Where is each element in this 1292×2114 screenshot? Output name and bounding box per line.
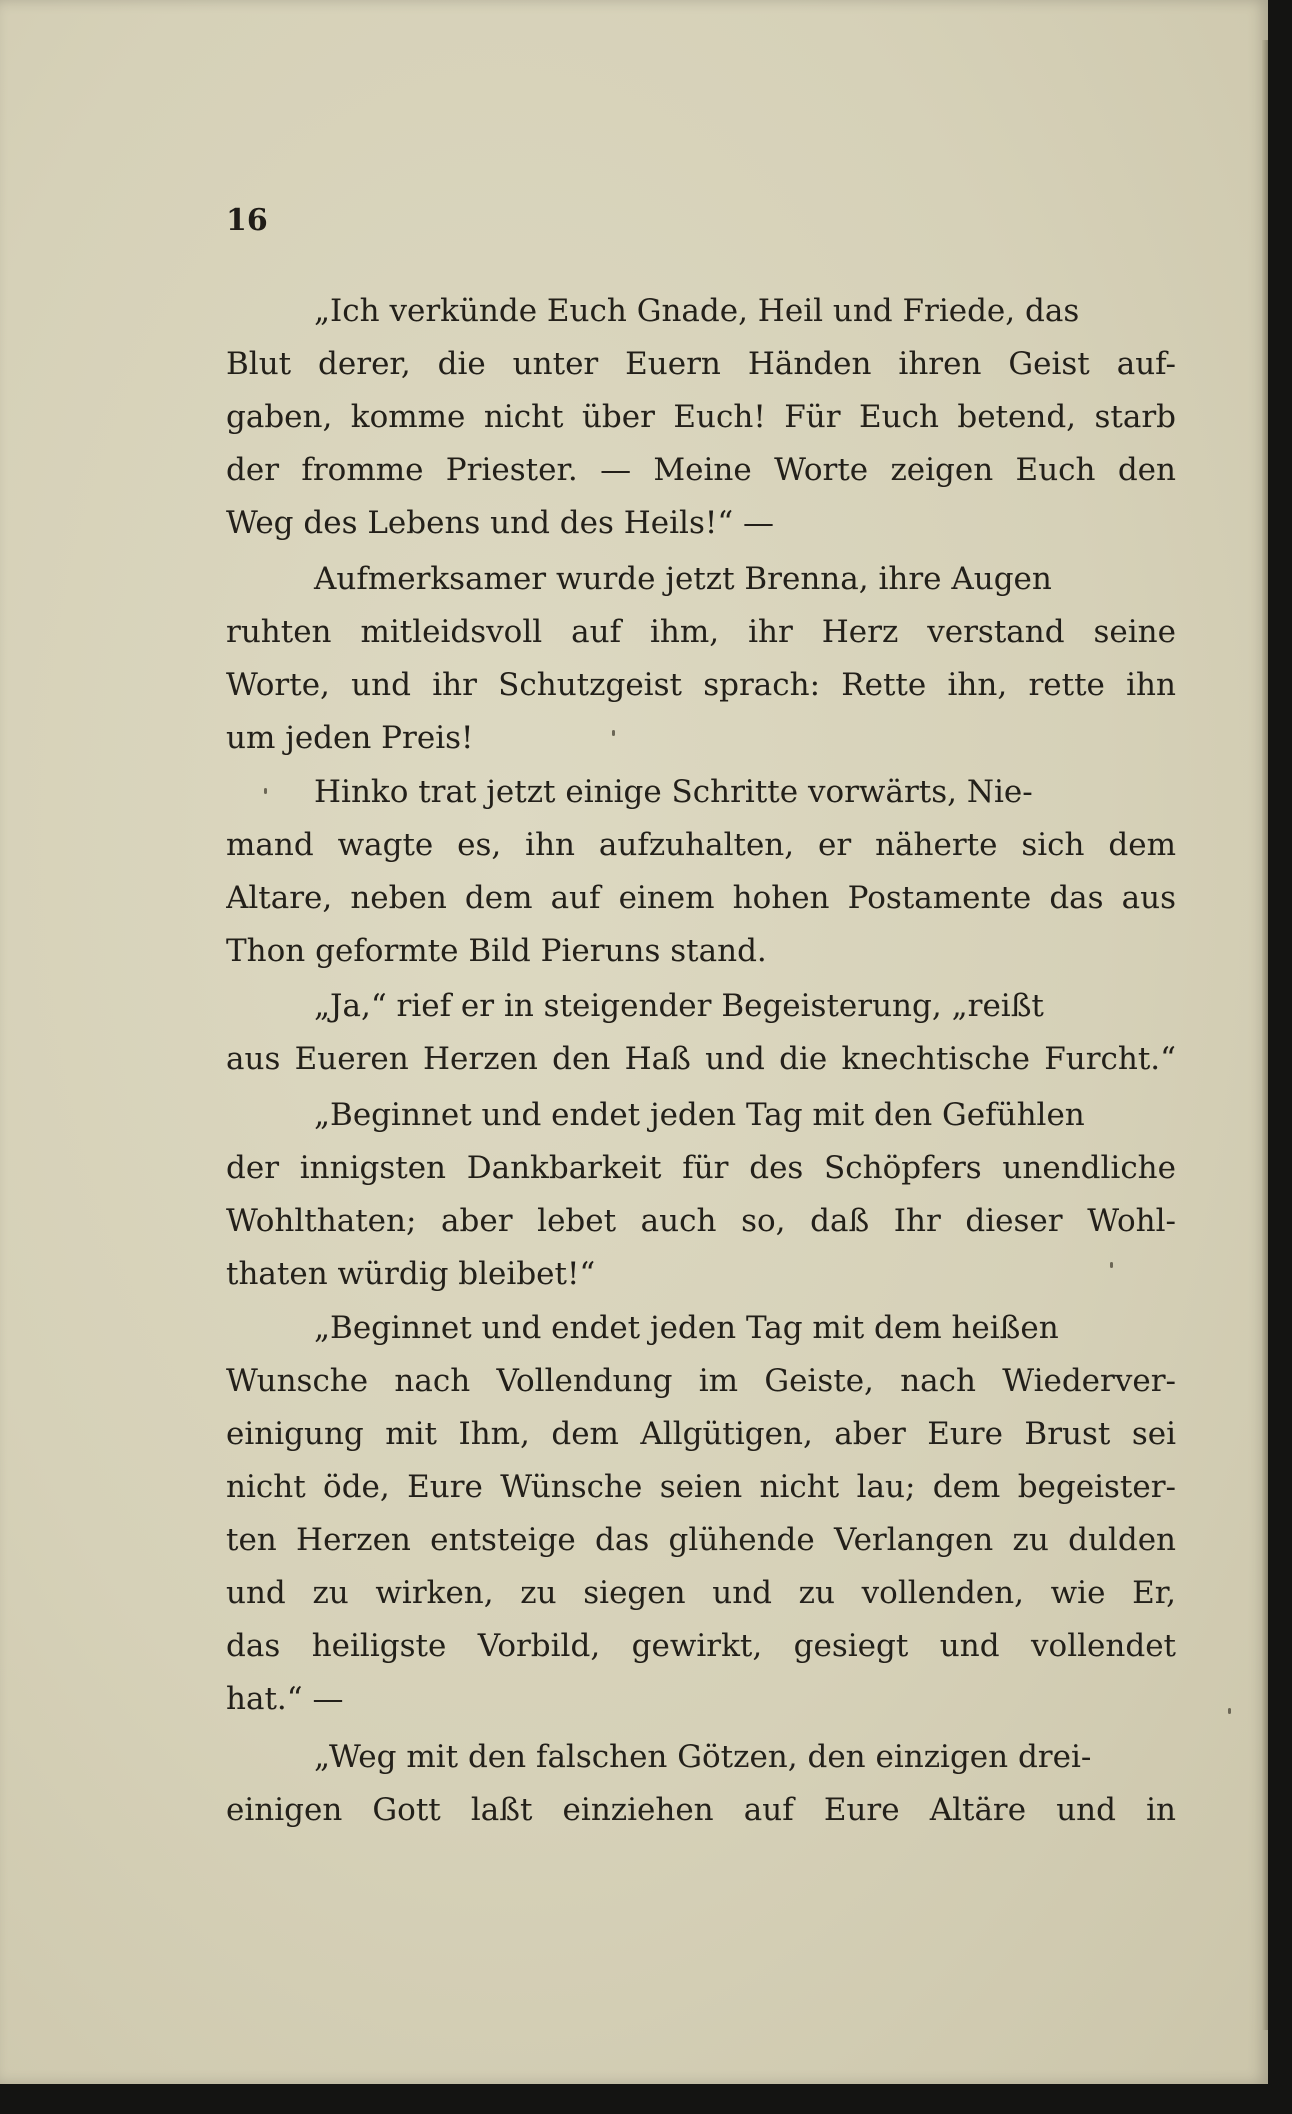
- text-line: Wunsche nach Vollendung im Geiste, nach Wiederver-: [226, 1363, 1176, 1399]
- text-line: mand wagte es, ihn aufzuhalten, er näherte sich dem: [226, 827, 1176, 863]
- text-line: Hinko trat jetzt einige Schritte vorwärts, Nie-: [314, 774, 1033, 810]
- text-line: das heiligste Vorbild, gewirkt, gesiegt und vollendet: [226, 1628, 1176, 1664]
- text-line: um jeden Preis!: [226, 720, 474, 756]
- text-line: „Weg mit den falschen Götzen, den einzigen drei-: [314, 1739, 1092, 1775]
- text-line: Aufmerksamer wurde jetzt Brenna, ihre Augen: [314, 561, 1052, 597]
- text-line: ruhten mitleidsvoll auf ihm, ihr Herz verstand seine: [226, 614, 1176, 650]
- text-line: und zu wirken, zu siegen und zu vollenden, wie Er,: [226, 1575, 1176, 1611]
- text-line: einigung mit Ihm, dem Allgütigen, aber Eure Brust sei: [226, 1416, 1176, 1452]
- text-line: der fromme Priester. — Meine Worte zeigen Euch den: [226, 452, 1176, 488]
- paper-speck: [1228, 1708, 1231, 1714]
- text-line: aus Eueren Herzen den Haß und die knechtische Furcht.“: [226, 1041, 1176, 1077]
- text-line: der innigsten Dankbarkeit für des Schöpfers unendliche: [226, 1150, 1176, 1186]
- text-line: hat.“ —: [226, 1681, 344, 1717]
- text-line: gaben, komme nicht über Euch! Für Euch betend, starb: [226, 399, 1176, 435]
- text-line: Blut derer, die unter Euern Händen ihren Geist auf-: [226, 346, 1176, 382]
- paper-speck: [1110, 1262, 1113, 1268]
- text-line: ten Herzen entsteige das glühende Verlangen zu dulden: [226, 1522, 1176, 1558]
- text-line: thaten würdig bleibet!“: [226, 1256, 596, 1292]
- page-edge: [1262, 40, 1268, 2030]
- paper-speck: [264, 788, 267, 794]
- page-number: 16: [226, 203, 268, 238]
- text-line: Thon geformte Bild Pieruns stand.: [226, 933, 767, 969]
- text-line: „Beginnet und endet jeden Tag mit den Gefühlen: [314, 1097, 1085, 1133]
- text-line: „Ich verkünde Euch Gnade, Heil und Friede, das: [314, 293, 1080, 329]
- paper-speck: [612, 730, 615, 736]
- text-line: nicht öde, Eure Wünsche seien nicht lau; dem begeister-: [226, 1469, 1176, 1505]
- text-line: „Beginnet und endet jeden Tag mit dem heißen: [314, 1310, 1059, 1346]
- text-line: „Ja,“ rief er in steigender Begeisterung, „reißt: [314, 988, 1044, 1024]
- text-line: Weg des Lebens und des Heils!“ —: [226, 505, 775, 541]
- text-line: Altare, neben dem auf einem hohen Postamente das aus: [226, 880, 1176, 916]
- text-line: Wohlthaten; aber lebet auch so, daß Ihr dieser Wohl-: [226, 1203, 1176, 1239]
- text-line: einigen Gott laßt einziehen auf Eure Altäre und in: [226, 1792, 1176, 1828]
- text-line: Worte, und ihr Schutzgeist sprach: Rette ihn, rette ihn: [226, 667, 1176, 703]
